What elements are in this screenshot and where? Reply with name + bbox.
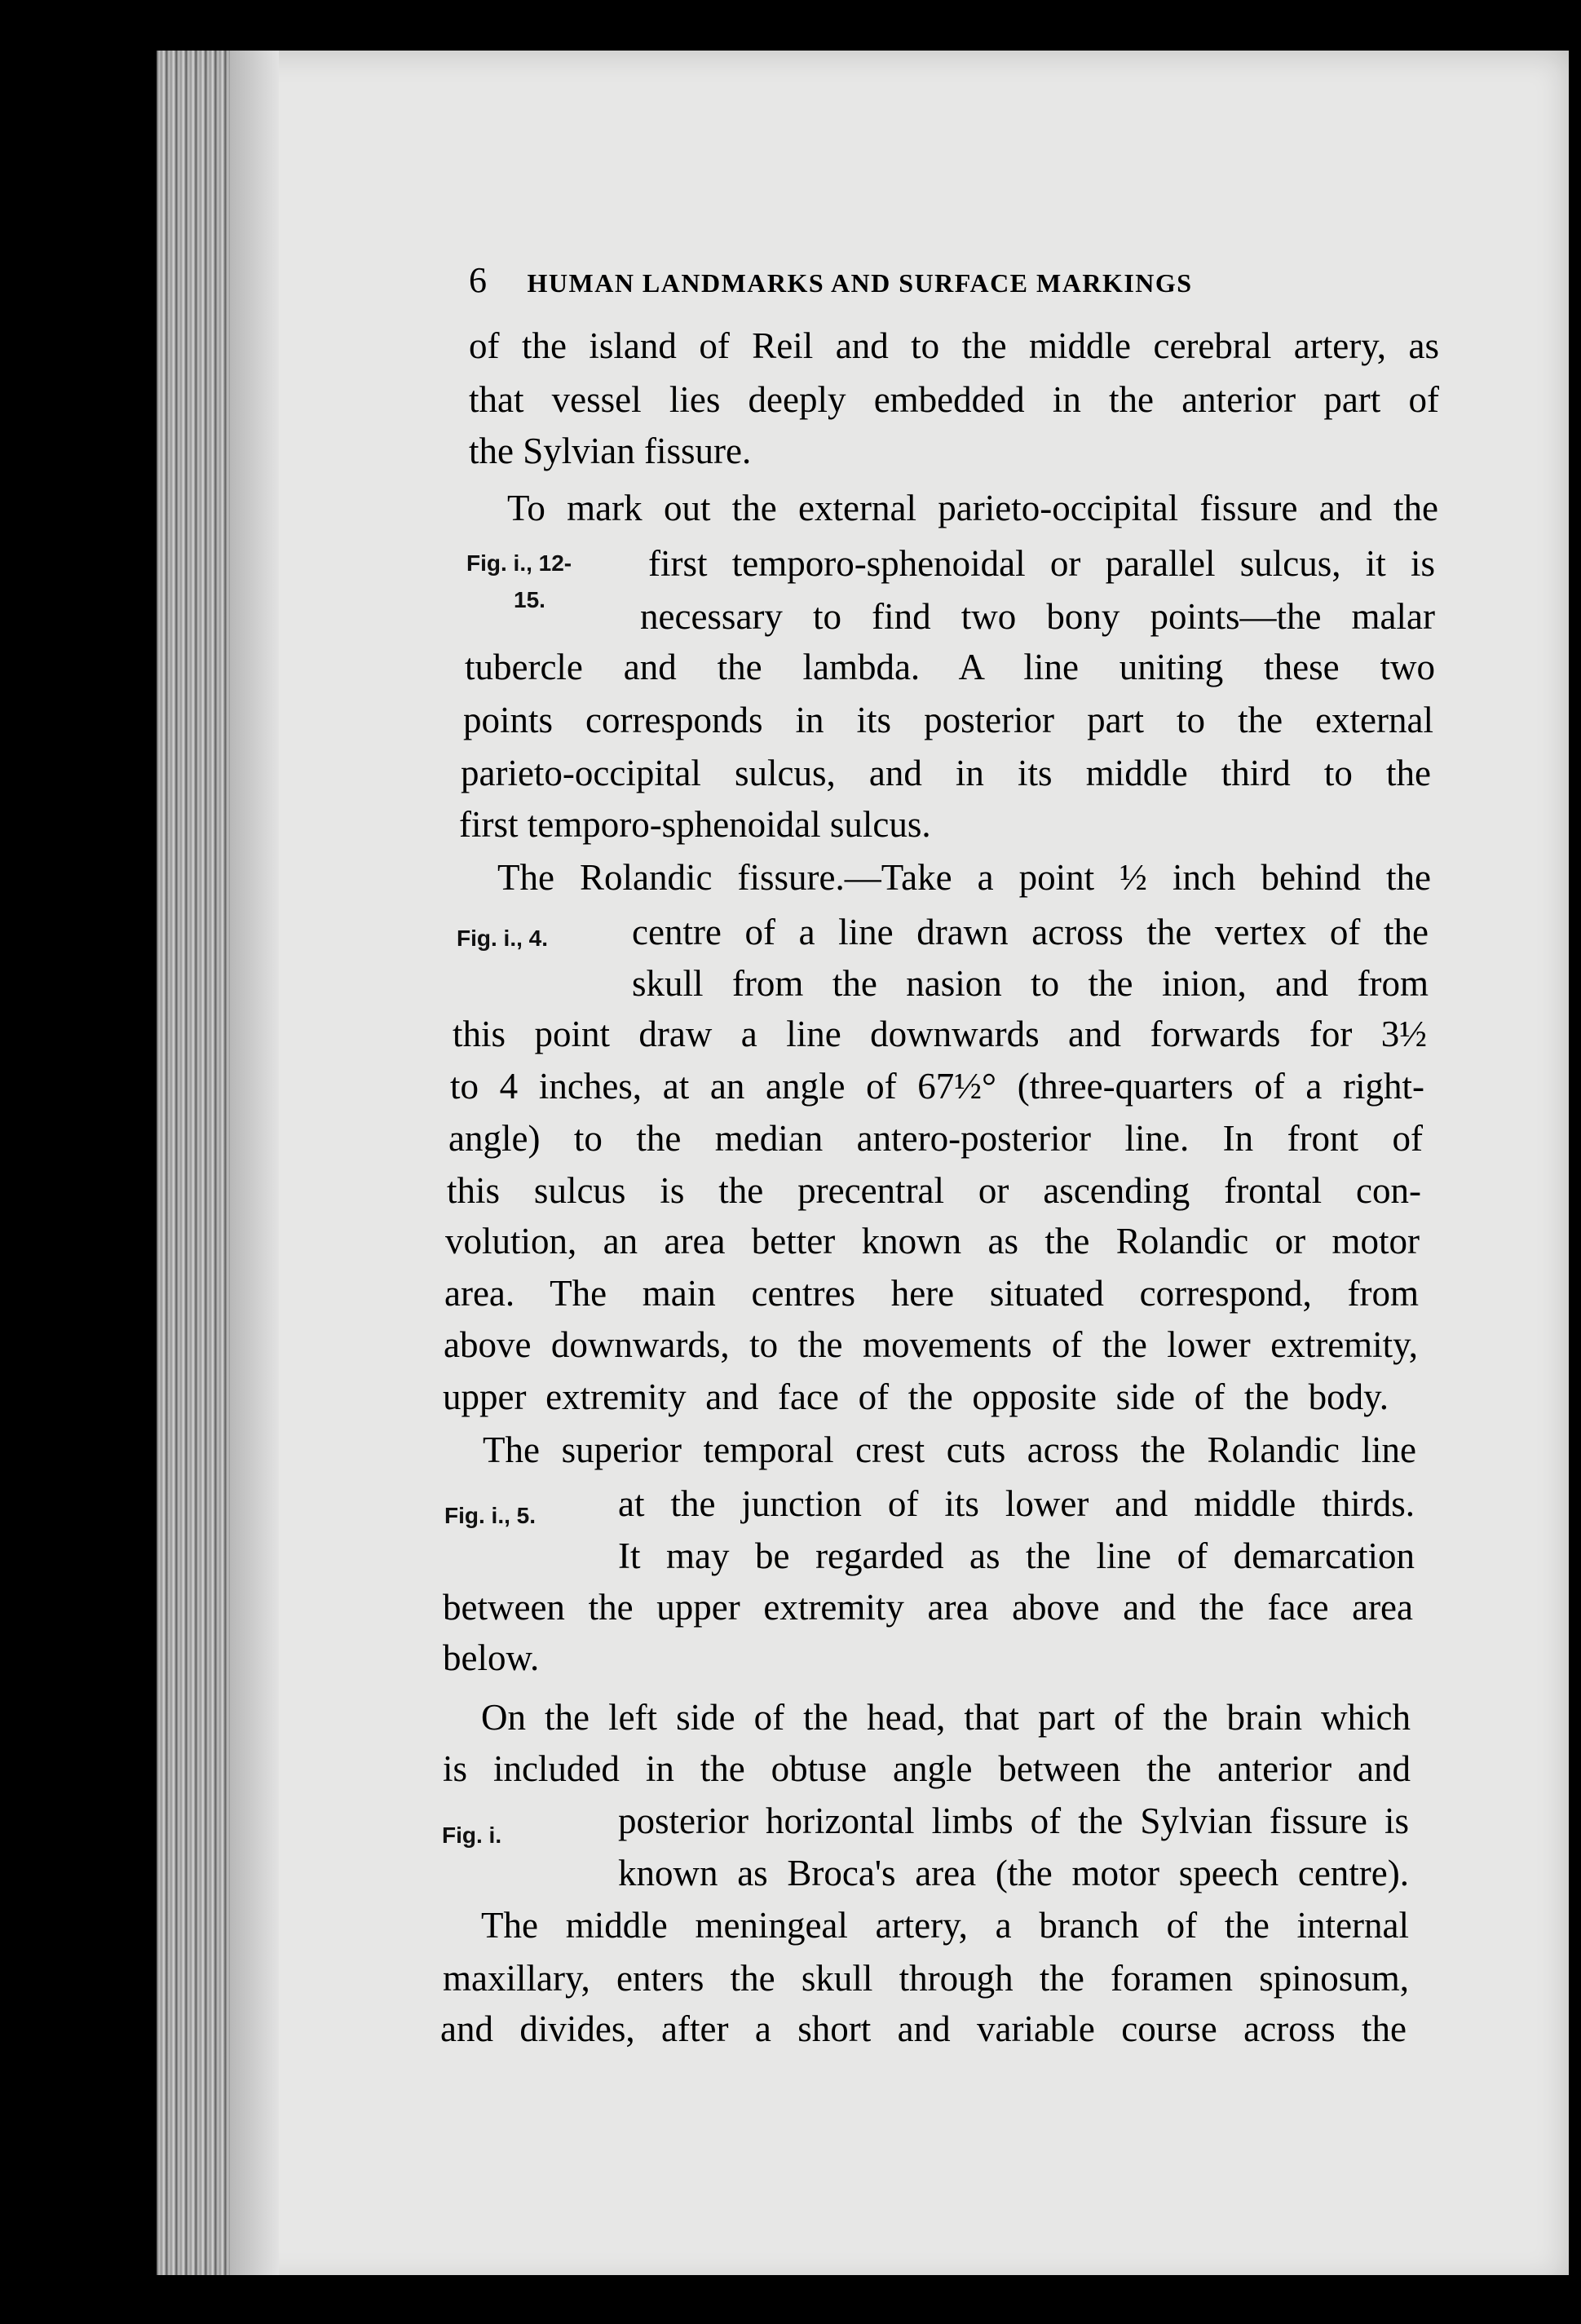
text-line: centre of a line drawn across the vertex of the: [632, 912, 1429, 952]
page-number: 6: [469, 260, 487, 300]
scan-border-bottom: [157, 2275, 1569, 2324]
text-line: known as Broca's area (the motor speech centre).: [618, 1853, 1409, 1893]
text-line: between the upper extremity area above and the face area: [443, 1587, 1413, 1628]
text-line: this point draw a line downwards and forwards for 3½: [453, 1014, 1427, 1054]
text-line: posterior horizontal limbs of the Sylvian fissure is: [618, 1800, 1409, 1841]
text-line: first temporo-sphenoidal sulcus.: [459, 804, 931, 845]
margin-note: 15.: [514, 587, 545, 612]
text-line: The middle meningeal artery, a branch of the internal: [481, 1905, 1409, 1946]
text-line: is included in the obtuse angle between the anterior and: [443, 1748, 1411, 1789]
text-line: necessary to find two bony points—the malar: [640, 596, 1435, 637]
text-line: The superior temporal crest cuts across the Rolandic line: [483, 1429, 1416, 1470]
text-line: upper extremity and face of the opposite side of the body.: [443, 1376, 1389, 1417]
text-line: parieto-occipital sulcus, and in its middle third to the: [461, 753, 1431, 793]
margin-note: Fig. i., 4.: [457, 926, 549, 951]
text-line: that vessel lies deeply embedded in the anterior part of: [469, 379, 1439, 420]
text-line: angle) to the median antero-posterior line. In front of: [448, 1118, 1423, 1159]
text-line: area. The main centres here situated correspond, from: [444, 1273, 1419, 1314]
text-line: The Rolandic fissure.—Take a point ½ inch behind the: [497, 857, 1431, 898]
text-line: at the junction of its lower and middle thirds.: [618, 1483, 1415, 1524]
text-line: skull from the nasion to the inion, and from: [632, 963, 1429, 1004]
margin-note: Fig. i., 12-: [466, 550, 572, 576]
running-title: HUMAN LANDMARKS AND SURFACE MARKINGS: [527, 268, 1193, 298]
text-line: and divides, after a short and variable course across the: [440, 2008, 1407, 2049]
text-line: of the island of Reil and to the middle cerebral artery, as: [469, 325, 1439, 366]
running-header: [469, 259, 1333, 301]
page-gutter: [230, 51, 279, 2285]
page-edge-stack: [157, 51, 230, 2285]
text-line: the Sylvian fissure.: [469, 431, 752, 471]
text-line: points corresponds in its posterior part to the external: [463, 700, 1433, 740]
margin-note: Fig. i.: [442, 1823, 502, 1848]
text-line: To mark out the external parieto-occipital fissure and the: [507, 488, 1438, 528]
text-line: this sulcus is the precentral or ascending frontal con-: [447, 1170, 1421, 1211]
text-line: first temporo-sphenoidal or parallel sulcus, it is: [648, 543, 1435, 584]
text-line: below.: [443, 1637, 540, 1678]
text-line: On the left side of the head, that part of the brain which: [481, 1697, 1411, 1738]
text-line: maxillary, enters the skull through the foramen spinosum,: [443, 1958, 1409, 1999]
text-line: tubercle and the lambda. A line uniting these two: [465, 647, 1435, 687]
margin-note: Fig. i., 5.: [444, 1503, 537, 1528]
text-line: volution, an area better known as the Rolandic or motor: [445, 1221, 1420, 1261]
text-line: It may be regarded as the line of demarcation: [618, 1535, 1415, 1576]
text-line: to 4 inches, at an angle of 67½° (three-quarters of a right-: [450, 1066, 1424, 1107]
text-line: above downwards, to the movements of the lower extremity,: [444, 1324, 1418, 1365]
